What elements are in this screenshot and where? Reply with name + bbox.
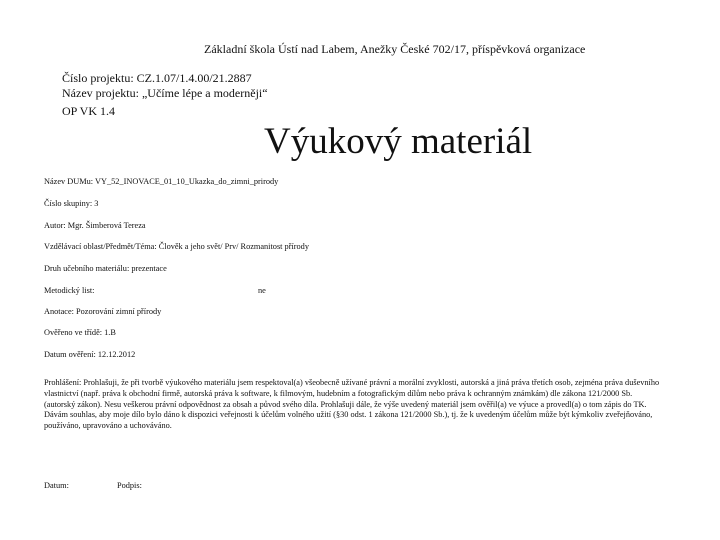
field-author: Autor: Mgr. Šimberová Tereza — [44, 221, 146, 230]
field-subject: Vzdělávací oblast/Předmět/Téma: Člověk a jeho svět/ Prv/ Rozmanitost přírody — [44, 242, 309, 251]
project-name: Název projektu: „Učíme lépe a moderněji“ — [62, 86, 268, 100]
sign-date-label: Datum: — [44, 481, 69, 490]
field-methodical-sheet-value: ne — [258, 286, 266, 295]
school-header: Základní škola Ústí nad Labem, Anežky České 702/17, příspěvková organizace — [204, 42, 586, 56]
sign-signature-label: Podpis: — [117, 481, 142, 490]
field-group-number: Číslo skupiny: 3 — [44, 199, 99, 208]
declaration-statement: Prohlášení: Prohlašuji, že při tvorbě výukového materiálu jsem respektoval(a) všeobecně užívané právní a morální zvyklosti, autorská a jiná práva třetích osob, zejména práva duševního vlastnictví (např. práva k obchodní firmě, autorská práva k software, k filmovým, hudebním a fotografickým dílům nebo práva k ochranným známkám) dle zákona 121/2000 Sb. (autorský zákon). Nesu veškerou právní odpovědnost za obsah a původ svého díla. Prohlašuji dále, že výše uvedený materiál jsem ověřil(a) ve výuce a provedl(a) o tom zápis do TK. — [44, 378, 660, 409]
field-material-type: Druh učebního materiálu: prezentace — [44, 264, 167, 273]
field-verified-class: Ověřeno ve třídě: 1.B — [44, 328, 116, 337]
field-methodical-sheet: Metodický list: — [44, 286, 95, 295]
declaration-consent: Dávám souhlas, aby moje dílo bylo dáno k dispozici veřejnosti k účelům volného užití (§30 odst. 1 zákona 121/2000 Sb.), tj. že k uvedeným účelům může být kýmkoliv zveřejňováno, používáno, upravováno a uchováváno. — [44, 410, 653, 431]
field-annotation: Anotace: Pozorování zimní přírody — [44, 307, 162, 316]
project-number: Číslo projektu: CZ.1.07/1.4.00/21.2887 — [62, 71, 252, 85]
field-dum-name: Název DUMu: VY_52_INOVACE_01_10_Ukazka_do_zimni_prirody — [44, 177, 279, 186]
project-op: OP VK 1.4 — [62, 104, 116, 118]
page-title: Výukový materiál — [264, 121, 533, 162]
field-verified-date: Datum ověření: 12.12.2012 — [44, 350, 136, 359]
declaration — [44, 378, 662, 432]
